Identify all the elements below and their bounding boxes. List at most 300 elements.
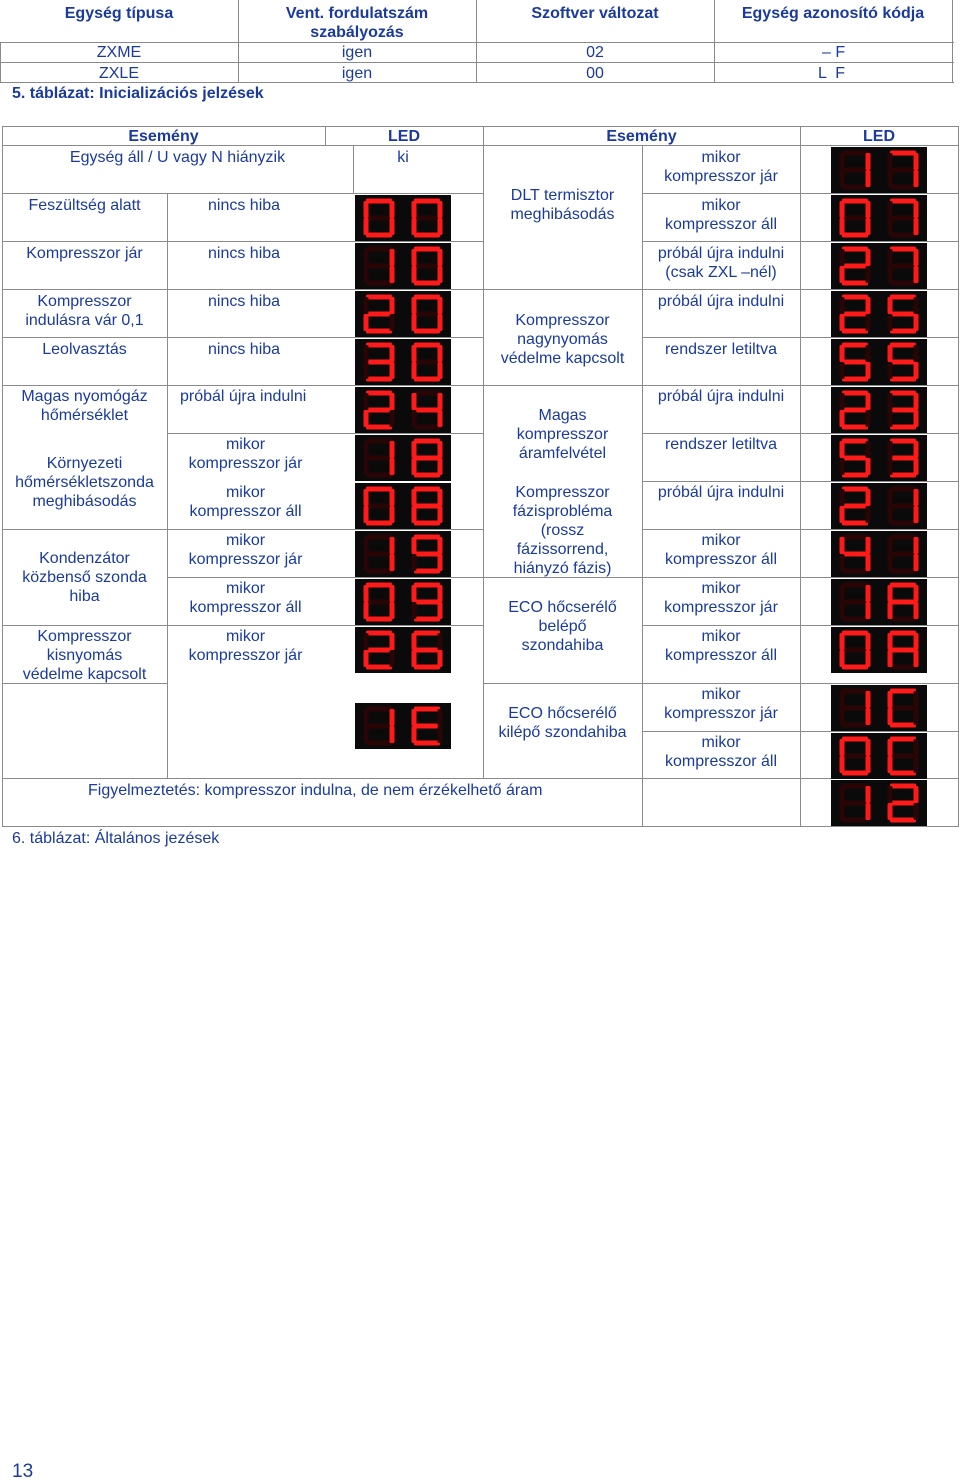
led-segment-b — [438, 709, 443, 726]
t5-row1-id: – F — [822, 44, 846, 61]
eco-out-stop: mikor kompresszor áll — [664, 734, 778, 770]
led-segment-d — [414, 665, 440, 670]
led-segment-f — [840, 739, 845, 756]
led-segment-f — [888, 537, 893, 554]
defrost-label: Leolvasztás — [42, 341, 127, 358]
led-segment-e — [412, 554, 417, 571]
led-digits-svg — [831, 147, 927, 193]
comp-wait-sub: nincs hiba — [208, 293, 281, 310]
led-segment-e — [888, 410, 893, 427]
led-digits-svg — [831, 243, 927, 289]
led-segment-g — [414, 264, 440, 269]
led-segment-c — [390, 726, 395, 743]
led-segment-d — [890, 233, 916, 238]
led-segment-c — [866, 708, 871, 725]
led-segment-e — [888, 506, 893, 523]
led-segment-c — [914, 170, 919, 187]
led-segment-f — [412, 297, 417, 314]
cond-sub-stop: mikor kompresszor áll — [189, 580, 302, 616]
led-segment-d — [842, 425, 868, 430]
led-segment-b — [914, 489, 919, 506]
led-segment-e — [888, 756, 893, 773]
env-sub-run: mikor kompresszor jár — [188, 436, 303, 472]
led-segment-a — [366, 707, 392, 712]
dlt-retry: próbál újra indulni (csak ZXL –nél) — [657, 245, 785, 281]
led-segment-d — [890, 665, 916, 670]
led-segment-c — [390, 410, 395, 427]
page-number: 13 — [12, 1461, 34, 1482]
led-segment-e — [840, 314, 845, 331]
led-digits-svg — [355, 531, 451, 577]
led-segment-b — [438, 633, 443, 650]
led-segment-g — [890, 600, 916, 605]
led-segment-d — [842, 281, 868, 286]
led-segment-a — [842, 199, 868, 204]
led-segment-g — [842, 801, 868, 806]
led-segment-c — [390, 506, 395, 523]
led-segment-e — [840, 756, 845, 773]
led-segment-e — [888, 708, 893, 725]
led-segment-a — [414, 247, 440, 252]
led-segment-b — [914, 249, 919, 266]
led-segment-d — [890, 569, 916, 574]
led-segment-a — [366, 247, 392, 252]
led-segment-e — [364, 458, 369, 475]
led-segment-a — [890, 439, 916, 444]
led-segment-a — [890, 737, 916, 742]
led-segment-e — [364, 554, 369, 571]
led-segment-b — [914, 441, 919, 458]
led-segment-g — [414, 216, 440, 221]
led-segment-d — [414, 617, 440, 622]
led-digits-svg — [831, 531, 927, 577]
led-segment-g — [890, 801, 916, 806]
led-segment-b — [914, 585, 919, 602]
led-segment-f — [888, 345, 893, 362]
low-press-label: Kompresszor kisnyomás védelme kapcsolt — [22, 628, 147, 683]
led-segment-f — [412, 201, 417, 218]
t5-row2-fan: igen — [341, 65, 373, 82]
eco-in-stop: mikor kompresszor áll — [664, 628, 778, 664]
led-segment-b — [390, 489, 395, 506]
led-segment-c — [438, 266, 443, 283]
t6-header-led-left: LED — [388, 128, 420, 145]
led-segment-e — [840, 458, 845, 475]
led-segment-c — [390, 458, 395, 475]
led-segment-b — [866, 297, 871, 314]
led-segment-e — [888, 218, 893, 235]
led-segment-g — [890, 408, 916, 413]
led-display — [355, 435, 451, 481]
led-segment-d — [414, 521, 440, 526]
led-segment-a — [890, 247, 916, 252]
led-segment-f — [364, 297, 369, 314]
led-segment-f — [364, 441, 369, 458]
led-segment-e — [364, 362, 369, 379]
led-segment-b — [866, 345, 871, 362]
led-segment-c — [438, 218, 443, 235]
led-segment-b — [914, 633, 919, 650]
led-segment-b — [914, 537, 919, 554]
led-segment-c — [438, 602, 443, 619]
led-segment-d — [414, 425, 440, 430]
t5-row1-software: 02 — [586, 44, 604, 61]
led-segment-f — [412, 441, 417, 458]
current-label: Magas kompresszor áramfelvétel — [516, 407, 609, 462]
led-segment-b — [866, 739, 871, 756]
led-display — [831, 579, 927, 625]
eco-in-label: ECO hőcserélő belépő szondahiba — [508, 599, 617, 654]
led-segment-c — [390, 362, 395, 379]
led-segment-f — [840, 153, 845, 170]
led-segment-a — [842, 439, 868, 444]
led-segment-g — [366, 264, 392, 269]
led-segment-g — [842, 648, 868, 653]
led-segment-b — [914, 345, 919, 362]
led-segment-g — [366, 648, 392, 653]
led-display — [831, 483, 927, 529]
led-segment-d — [890, 185, 916, 190]
led-segment-c — [914, 708, 919, 725]
led-segment-g — [414, 600, 440, 605]
led-segment-f — [888, 153, 893, 170]
led-segment-a — [890, 295, 916, 300]
led-segment-a — [366, 439, 392, 444]
led-segment-d — [842, 329, 868, 334]
led-segment-a — [366, 583, 392, 588]
led-segment-e — [412, 314, 417, 331]
led-display — [355, 387, 451, 433]
led-segment-a — [842, 631, 868, 636]
phase-retry: próbál újra indulni — [657, 484, 785, 501]
led-display — [831, 685, 927, 731]
led-segment-e — [412, 218, 417, 235]
led-segment-d — [890, 818, 916, 823]
led-segment-g — [842, 264, 868, 269]
led-segment-c — [390, 554, 395, 571]
led-segment-c — [914, 218, 919, 235]
led-segment-a — [842, 247, 868, 252]
unit-stop-label: Egység áll / U vagy N hiányzik — [69, 149, 286, 166]
led-digits-svg — [831, 627, 927, 673]
led-segment-f — [840, 691, 845, 708]
led-segment-e — [412, 726, 417, 743]
led-segment-b — [438, 585, 443, 602]
led-digits-svg — [355, 291, 451, 337]
led-segment-c — [914, 362, 919, 379]
led-segment-d — [414, 329, 440, 334]
led-segment-c — [866, 458, 871, 475]
led-segment-e — [888, 554, 893, 571]
led-display — [831, 627, 927, 673]
led-segment-d — [366, 665, 392, 670]
led-segment-b — [914, 153, 919, 170]
led-segment-e — [364, 726, 369, 743]
led-display — [831, 387, 927, 433]
led-segment-g — [842, 216, 868, 221]
led-segment-f — [888, 441, 893, 458]
led-segment-c — [914, 554, 919, 571]
led-segment-g — [414, 552, 440, 557]
led-segment-d — [366, 425, 392, 430]
led-segment-f — [840, 633, 845, 650]
led-segment-e — [840, 506, 845, 523]
led-segment-f — [888, 786, 893, 803]
led-segment-g — [414, 504, 440, 509]
led-segment-f — [840, 393, 845, 410]
led-segment-f — [412, 345, 417, 362]
led-segment-e — [840, 650, 845, 667]
led-segment-b — [438, 297, 443, 314]
led-segment-f — [888, 633, 893, 650]
led-segment-f — [888, 201, 893, 218]
led-segment-c — [866, 266, 871, 283]
t6-caption: 6. táblázat: Általános jezések — [12, 830, 220, 847]
led-segment-a — [890, 784, 916, 789]
led-segment-d — [890, 473, 916, 478]
led-segment-d — [366, 521, 392, 526]
t5-row2-type: ZXLE — [98, 65, 139, 82]
led-segment-e — [840, 708, 845, 725]
led-segment-c — [866, 803, 871, 820]
led-segment-g — [890, 360, 916, 365]
dlt-label: DLT termisztor meghibásodás — [510, 187, 615, 223]
led-digits-svg — [355, 339, 451, 385]
led-segment-d — [414, 281, 440, 286]
led-segment-a — [366, 295, 392, 300]
eco-in-run: mikor kompresszor jár — [664, 580, 778, 616]
led-segment-e — [364, 266, 369, 283]
led-segment-b — [914, 739, 919, 756]
led-segment-c — [866, 170, 871, 187]
led-segment-c — [866, 362, 871, 379]
led-segment-g — [366, 216, 392, 221]
led-segment-c — [438, 362, 443, 379]
led-segment-g — [890, 168, 916, 173]
led-display — [355, 579, 451, 625]
led-segment-g — [414, 408, 440, 413]
led-segment-b — [438, 537, 443, 554]
led-segment-d — [366, 741, 392, 746]
t5-header-id: Egység azonosító kódja — [741, 5, 925, 22]
led-segment-a — [890, 535, 916, 540]
led-segment-e — [888, 458, 893, 475]
led-segment-a — [890, 151, 916, 156]
led-segment-d — [842, 233, 868, 238]
led-segment-f — [840, 537, 845, 554]
led-segment-f — [364, 585, 369, 602]
led-segment-g — [890, 504, 916, 509]
led-segment-f — [888, 585, 893, 602]
led-segment-d — [842, 473, 868, 478]
led-segment-b — [866, 585, 871, 602]
led-segment-c — [914, 266, 919, 283]
led-segment-d — [890, 281, 916, 286]
led-segment-b — [866, 489, 871, 506]
led-segment-f — [412, 393, 417, 410]
led-segment-g — [366, 504, 392, 509]
led-segment-g — [414, 360, 440, 365]
led-segment-e — [364, 410, 369, 427]
led-segment-d — [890, 723, 916, 728]
led-segment-d — [366, 329, 392, 334]
led-segment-g — [414, 648, 440, 653]
led-segment-g — [414, 312, 440, 317]
led-segment-g — [414, 456, 440, 461]
led-segment-f — [364, 393, 369, 410]
led-segment-c — [866, 650, 871, 667]
led-display — [355, 483, 451, 529]
led-digits-svg — [831, 483, 927, 529]
led-digits-svg — [831, 387, 927, 433]
led-digits-svg — [831, 579, 927, 625]
t6-header-event-left: Esemény — [128, 128, 199, 145]
led-segment-a — [366, 343, 392, 348]
led-segment-f — [888, 691, 893, 708]
led-segment-e — [888, 266, 893, 283]
led-segment-c — [438, 554, 443, 571]
led-segment-e — [840, 362, 845, 379]
comp-run-label: Kompresszor jár — [26, 245, 143, 262]
led-segment-e — [364, 314, 369, 331]
led-segment-e — [888, 650, 893, 667]
led-segment-e — [412, 458, 417, 475]
led-segment-c — [438, 650, 443, 667]
led-segment-a — [842, 295, 868, 300]
led-segment-g — [890, 456, 916, 461]
led-digits-svg — [831, 195, 927, 241]
led-segment-e — [888, 314, 893, 331]
led-segment-a — [366, 487, 392, 492]
env-sub-stop: mikor kompresszor áll — [189, 484, 302, 520]
led-segment-d — [842, 185, 868, 190]
led-segment-f — [840, 297, 845, 314]
led-segment-e — [364, 602, 369, 619]
led-segment-g — [842, 312, 868, 317]
led-segment-d — [842, 569, 868, 574]
led-segment-a — [842, 487, 868, 492]
led-segment-a — [842, 583, 868, 588]
led-segment-e — [364, 218, 369, 235]
led-segment-f — [888, 297, 893, 314]
led-segment-d — [842, 617, 868, 622]
led-segment-g — [366, 552, 392, 557]
led-segment-b — [438, 345, 443, 362]
led-display — [831, 780, 927, 826]
led-display — [831, 147, 927, 193]
led-segment-g — [366, 408, 392, 413]
led-segment-c — [866, 602, 871, 619]
led-segment-f — [412, 537, 417, 554]
led-digits-svg — [831, 733, 927, 779]
led-segment-a — [414, 707, 440, 712]
led-digits-svg — [355, 483, 451, 529]
led-segment-d — [890, 617, 916, 622]
led-segment-g — [842, 600, 868, 605]
led-segment-c — [438, 458, 443, 475]
t5-header-type: Egység típusa — [64, 5, 174, 22]
led-segment-c — [866, 506, 871, 523]
led-segment-a — [414, 583, 440, 588]
led-segment-f — [840, 201, 845, 218]
led-segment-d — [842, 377, 868, 382]
led-display — [831, 339, 927, 385]
led-segment-c — [390, 266, 395, 283]
comp-run-sub: nincs hiba — [208, 245, 281, 262]
led-segment-d — [890, 377, 916, 382]
led-segment-a — [414, 343, 440, 348]
led-digits-svg — [355, 243, 451, 289]
led-segment-b — [866, 153, 871, 170]
led-segment-a — [414, 535, 440, 540]
led-segment-g — [890, 706, 916, 711]
led-digits-svg — [831, 780, 927, 826]
warning-text: Figyelmeztetés: kompresszor indulna, de nem érzékelhető áram — [88, 782, 543, 799]
led-segment-e — [412, 410, 417, 427]
led-segment-a — [414, 487, 440, 492]
led-segment-g — [842, 504, 868, 509]
led-segment-c — [914, 650, 919, 667]
led-segment-g — [366, 360, 392, 365]
t5-header-fan: Vent. fordulatszám szabályozás — [285, 5, 429, 41]
led-segment-e — [412, 506, 417, 523]
t6-header-event-right: Esemény — [606, 128, 677, 145]
led-segment-b — [866, 393, 871, 410]
led-segment-d — [414, 741, 440, 746]
led-segment-b — [438, 249, 443, 266]
led-digits-svg — [355, 435, 451, 481]
led-segment-e — [840, 602, 845, 619]
dlt-run: mikor kompresszor jár — [664, 149, 778, 185]
led-segment-a — [890, 689, 916, 694]
led-segment-f — [364, 709, 369, 726]
led-segment-f — [888, 249, 893, 266]
led-segment-g — [842, 456, 868, 461]
led-segment-f — [840, 249, 845, 266]
led-segment-c — [914, 458, 919, 475]
led-segment-b — [866, 201, 871, 218]
led-segment-g — [890, 264, 916, 269]
led-segment-f — [840, 786, 845, 803]
env-sensor-label: Környezeti hőmérsékletszonda meghibásodás — [15, 455, 154, 510]
led-segment-e — [840, 410, 845, 427]
led-segment-f — [412, 489, 417, 506]
led-segment-a — [366, 391, 392, 396]
led-segment-d — [890, 521, 916, 526]
led-segment-g — [890, 754, 916, 759]
led-segment-b — [914, 786, 919, 803]
led-segment-g — [842, 552, 868, 557]
led-segment-f — [364, 345, 369, 362]
led-segment-f — [412, 633, 417, 650]
led-segment-d — [366, 233, 392, 238]
led-segment-g — [890, 312, 916, 317]
led-digits-svg — [355, 579, 451, 625]
led-segment-e — [364, 650, 369, 667]
led-segment-g — [842, 408, 868, 413]
t6-header-led-right: LED — [863, 128, 895, 145]
led-segment-d — [890, 771, 916, 776]
led-segment-b — [438, 489, 443, 506]
led-segment-a — [842, 784, 868, 789]
led-segment-f — [840, 585, 845, 602]
led-segment-b — [390, 345, 395, 362]
led-segment-b — [438, 441, 443, 458]
led-segment-b — [866, 249, 871, 266]
led-segment-b — [390, 633, 395, 650]
led-segment-a — [842, 343, 868, 348]
led-segment-c — [390, 602, 395, 619]
